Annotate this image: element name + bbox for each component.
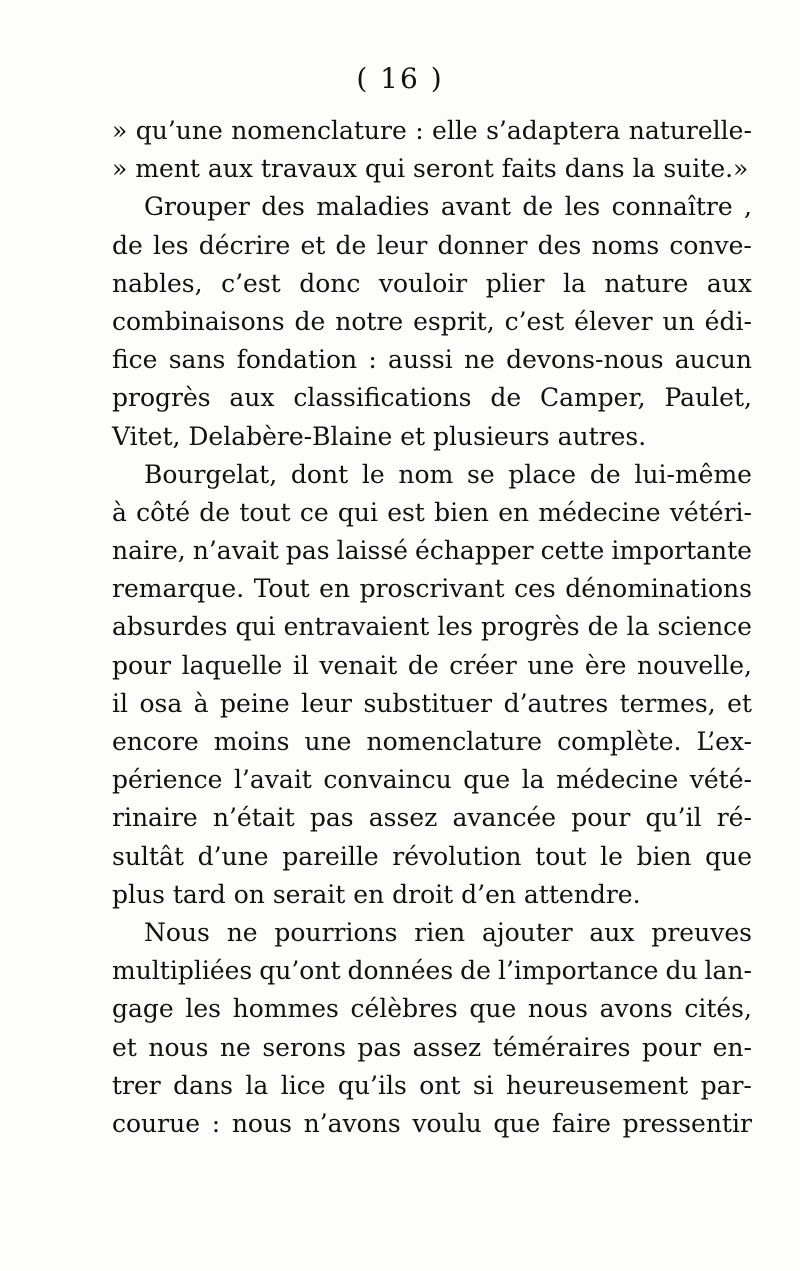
text-line: fice sans fondation : aussi ne devons-nous aucun	[112, 345, 752, 375]
page-number: ( 16 )	[356, 62, 444, 95]
text-line: absurdes qui entravaient les progrès de la science	[112, 612, 752, 642]
text-line: rinaire n’était pas assez avancée pour qu’il ré-	[112, 803, 752, 833]
text-line: il osa à peine leur substituer d’autres termes, et	[112, 688, 752, 718]
text-line: naire, n’avait pas laissé échapper cette importante	[112, 536, 752, 566]
text-line: combinaisons de notre esprit, c’est élever un édi-	[112, 306, 752, 336]
text-line: nables, c’est donc vouloir plier la nature aux	[112, 268, 752, 298]
text-line: Bourgelat, dont le nom se place de lui-même	[144, 459, 752, 489]
text-line: » qu’une nomenclature : elle s’adaptera naturelle-	[112, 116, 752, 145]
text-line: trer dans la lice qu’ils ont si heureusement par-	[112, 1070, 752, 1100]
text-line: courue : nous n’avons voulu que faire pressentir	[112, 1108, 752, 1138]
text-line: pour laquelle il venait de créer une ère nouvelle,	[112, 650, 752, 680]
text-line: » ment aux travaux qui seront faits dans la suite.»	[112, 154, 749, 184]
text-line: Nous ne pourrions rien ajouter aux preuves	[144, 917, 752, 947]
text-line: plus tard on serait en droit d’en attendre.	[112, 879, 641, 909]
text-line: de les décrire et de leur donner des noms conve-	[112, 230, 752, 260]
page-text-block	[112, 112, 752, 1143]
text-line: et nous ne serons pas assez téméraires pour en-	[112, 1032, 752, 1062]
text-line: progrès aux classifications de Camper, Paulet,	[112, 383, 752, 413]
text-line: multipliées qu’ont données de l’importance du lan-	[112, 956, 752, 986]
text-line: à côté de tout ce qui est bien en médecine vétéri-	[112, 497, 752, 527]
text-line: Vitet, Delabère-Blaine et plusieurs autres.	[112, 421, 647, 451]
text-line: Grouper des maladies avant de les connaître ,	[144, 192, 752, 222]
text-line: sultât d’une pareille révolution tout le bien que	[112, 841, 752, 871]
text-line: gage les hommes célèbres que nous avons cités,	[112, 994, 752, 1024]
text-line: encore moins une nomenclature complète. L’ex-	[112, 727, 752, 756]
text-line: périence l’avait convaincu que la médecine vété-	[112, 765, 752, 795]
text-line: remarque. Tout en proscrivant ces dénominations	[112, 574, 752, 604]
